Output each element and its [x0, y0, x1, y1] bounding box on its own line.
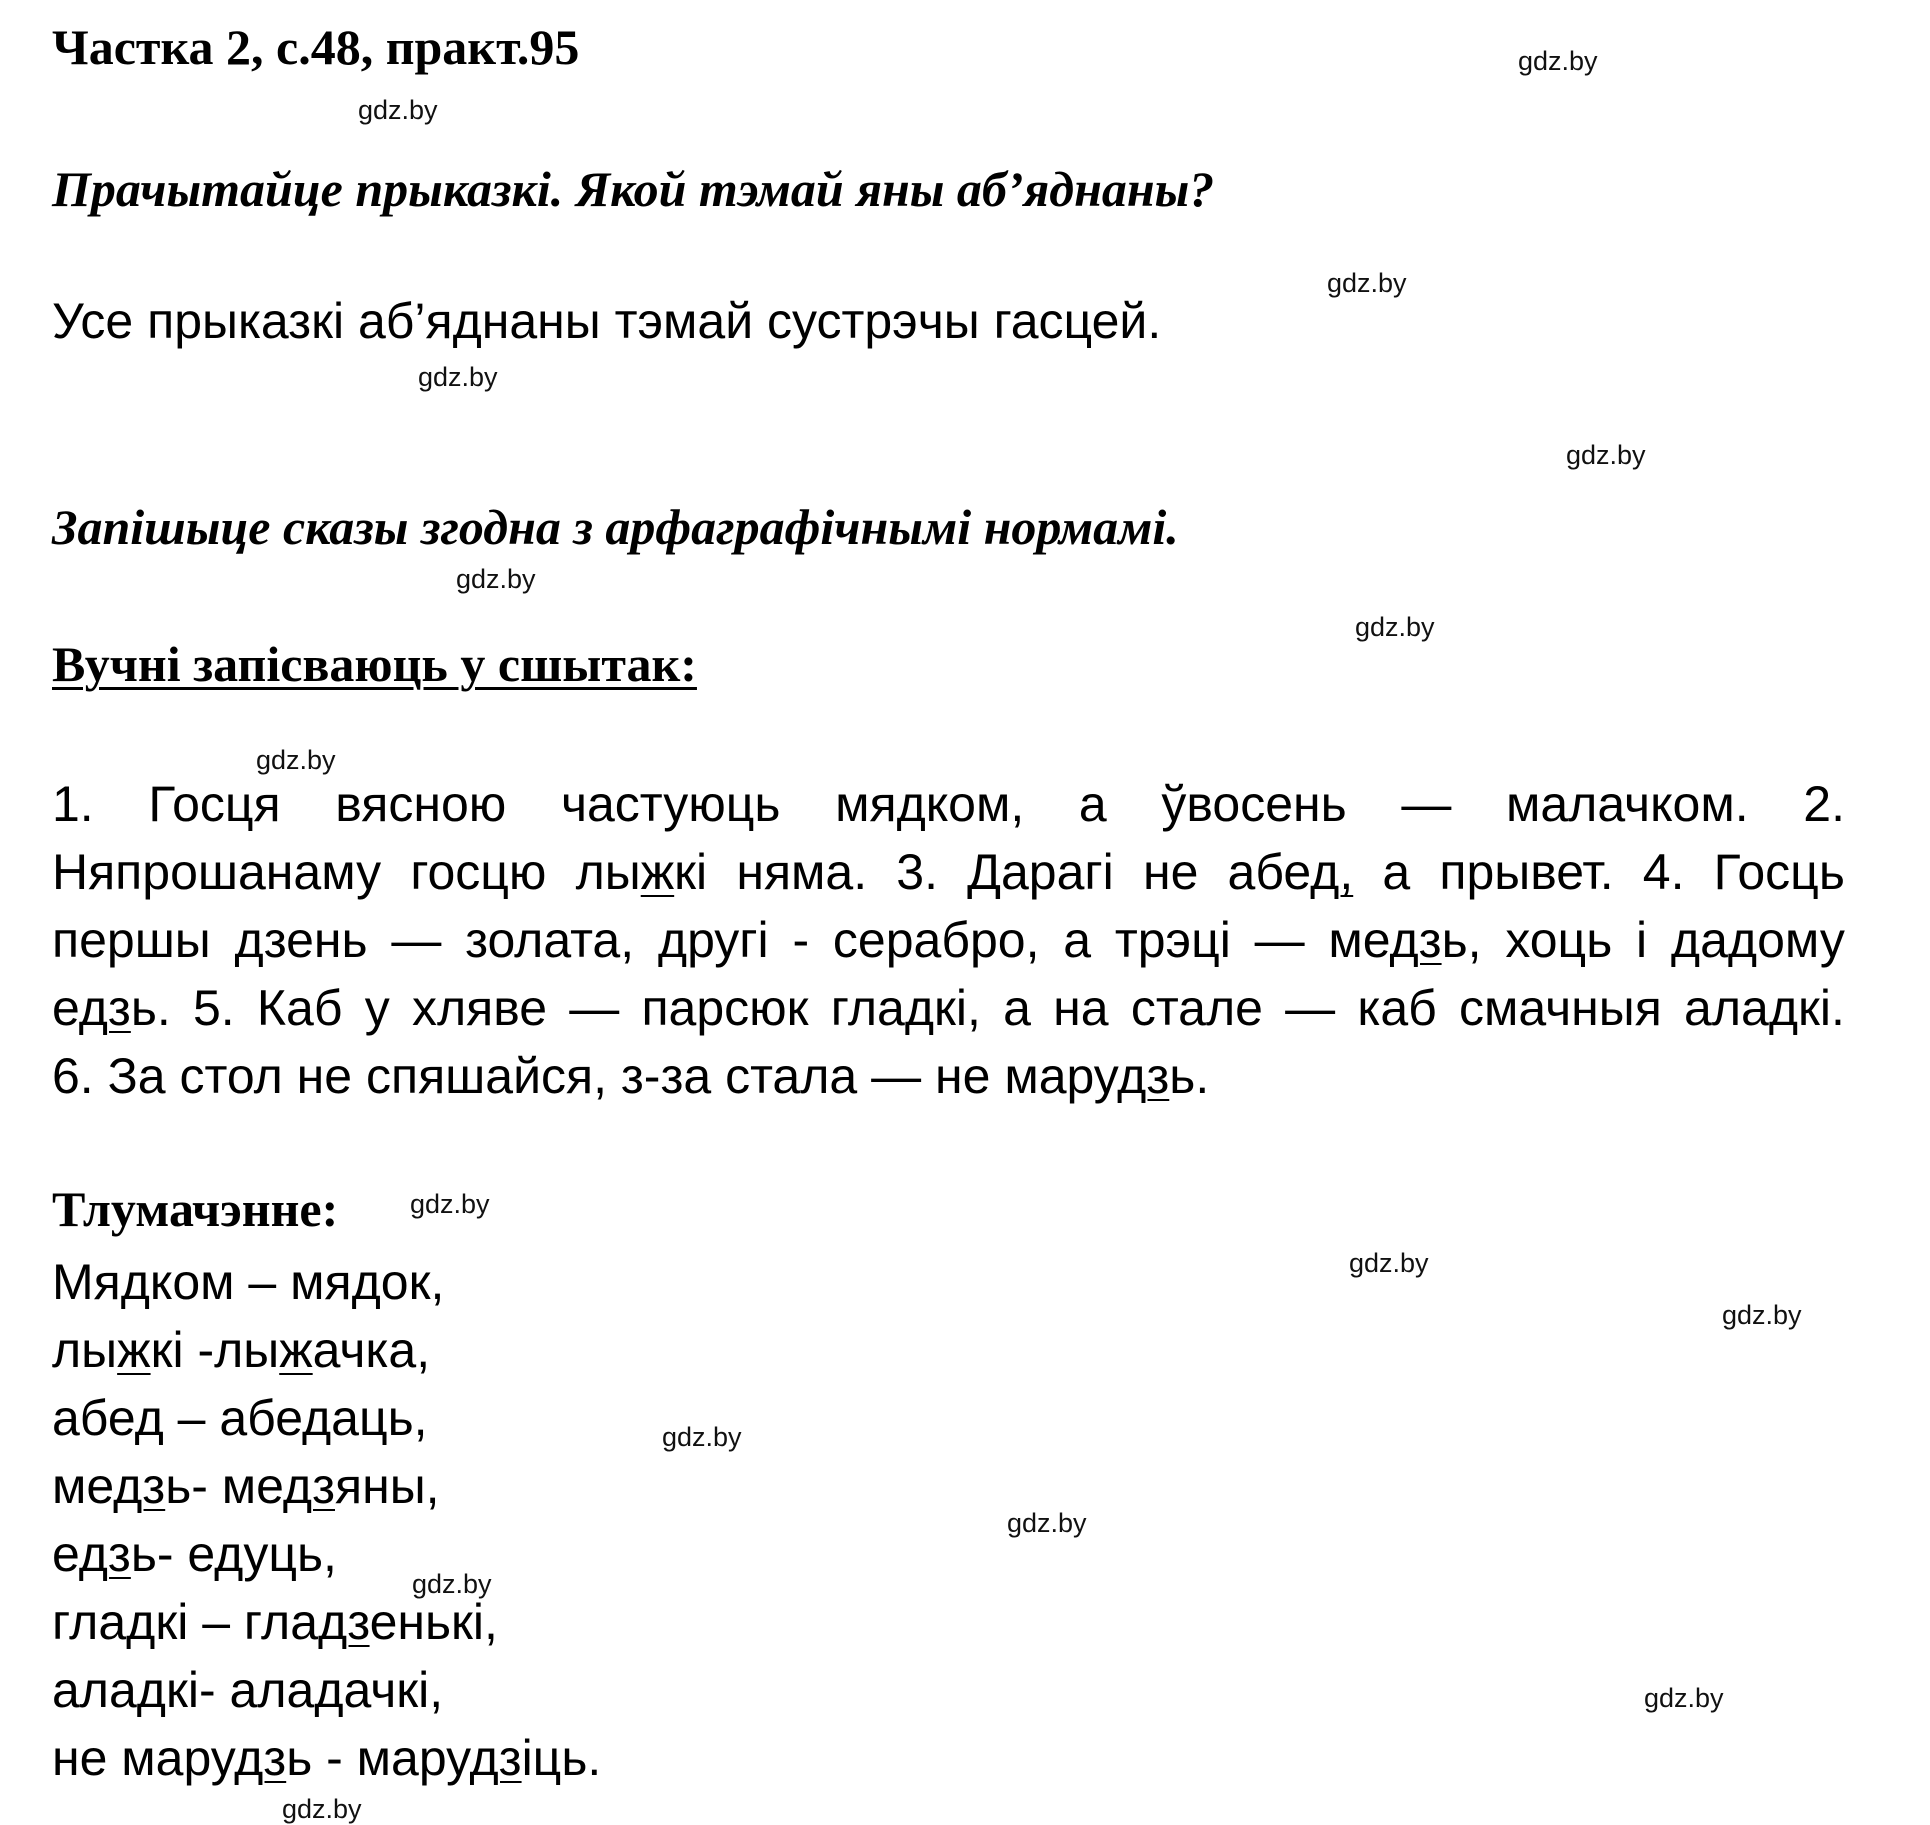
task-prompt-read-proverbs: Прачытайце прыказкі. Якой тэмай яны аб’яднаны?	[52, 161, 1215, 217]
word: Няпрошанаму	[52, 844, 382, 900]
word: —	[1401, 776, 1452, 832]
word	[1004, 1048, 1209, 1104]
text-fragment: кі- ала	[165, 1662, 315, 1718]
word: трэці	[1114, 912, 1231, 968]
underlined-letter: д	[904, 980, 935, 1036]
text-fragment: мя	[835, 776, 897, 832]
text-fragment: кі	[674, 844, 708, 900]
word: -	[792, 912, 810, 968]
word: 6.	[52, 1048, 94, 1104]
word: а	[1063, 912, 1092, 968]
word	[831, 974, 981, 1042]
underlined-letter: дз	[78, 980, 131, 1036]
watermark-text: gdz.by	[662, 1422, 742, 1452]
word: першы	[52, 912, 211, 968]
text-fragment: енькі,	[369, 1594, 498, 1650]
word: 5.	[193, 980, 235, 1036]
watermark-text: gdz.by	[282, 1794, 362, 1824]
text-fragment: аць,	[331, 1390, 428, 1446]
text-fragment: лы	[575, 844, 641, 900]
word: —	[871, 1048, 922, 1104]
text-fragment: ме	[52, 1458, 114, 1514]
text-fragment: гла	[52, 1594, 127, 1650]
text-fragment: абе	[1227, 844, 1311, 900]
watermark-text: gdz.by	[1566, 440, 1646, 470]
watermark-text: gdz.by	[1722, 1300, 1802, 1330]
proverb-sentences	[52, 770, 1845, 1110]
underlined-letter: ж	[640, 844, 675, 900]
sentence-line	[52, 1042, 1845, 1110]
text-fragment: іць.	[521, 1730, 602, 1786]
explanation-item	[52, 1248, 601, 1316]
word	[1684, 974, 1845, 1042]
text-fragment: ь - мару	[286, 1730, 470, 1786]
sentence-line	[52, 906, 1845, 974]
word: у	[364, 980, 390, 1036]
word: смачныя	[1459, 980, 1662, 1036]
watermark-text: gdz.by	[1007, 1508, 1087, 1538]
text-fragment: не мару	[52, 1730, 235, 1786]
word	[835, 770, 1024, 838]
word: Госця	[148, 776, 281, 832]
word: —	[1254, 912, 1305, 968]
watermark-text: gdz.by	[1644, 1683, 1724, 1713]
text-fragment: ь- е	[130, 1526, 215, 1582]
text-fragment: ь,	[1441, 912, 1482, 968]
text-fragment: ачкі,	[343, 1662, 444, 1718]
text-fragment: ме	[1328, 912, 1390, 968]
sentence-line	[52, 770, 1845, 838]
word: Госць	[1713, 844, 1845, 900]
word	[1328, 906, 1481, 974]
word: не	[1142, 844, 1199, 900]
word: 1.	[52, 776, 94, 832]
watermark-text: gdz.by	[412, 1569, 492, 1599]
underlined-letter: д	[120, 1254, 150, 1310]
word: дадому	[1670, 912, 1845, 968]
watermark-text: gdz.by	[1327, 268, 1407, 298]
word: За	[107, 1048, 166, 1104]
text-fragment: е	[52, 1526, 79, 1582]
watermark-text: gdz.by	[358, 95, 438, 125]
underlined-letter: дз	[282, 1458, 335, 1514]
text-fragment: уць,	[243, 1526, 337, 1582]
text-fragment: ь- ме	[165, 1458, 283, 1514]
word: 4.	[1642, 844, 1685, 900]
text-fragment: ком – мя	[149, 1254, 352, 1310]
text-fragment: абе	[52, 1390, 135, 1446]
text-fragment: ком,	[925, 776, 1025, 832]
word: стале	[1130, 980, 1263, 1036]
word: на	[1053, 980, 1109, 1036]
watermark-text: gdz.by	[456, 564, 536, 594]
text-fragment: гла	[830, 980, 905, 1036]
text-fragment: ачка,	[312, 1322, 431, 1378]
word: золата,	[465, 912, 635, 968]
word: парсюк	[641, 980, 809, 1036]
underlined-letter: д,	[1310, 844, 1354, 900]
word: частуюць	[560, 776, 781, 832]
word	[1228, 838, 1354, 906]
word: з-за	[620, 1048, 712, 1104]
watermark-text: gdz.by	[1355, 612, 1435, 642]
word: няма.	[736, 844, 868, 900]
underlined-letter: д	[136, 1662, 166, 1718]
underlined-letter: д	[1768, 980, 1798, 1036]
watermark-text: gdz.by	[410, 1189, 490, 1219]
word: серабро,	[832, 912, 1040, 968]
word: малачком.	[1505, 776, 1749, 832]
explanation-heading: Тлумачэнне:	[52, 1181, 339, 1237]
underlined-letter: дз	[234, 1730, 287, 1786]
text-fragment: кі – гла	[155, 1594, 319, 1650]
word: каб	[1357, 980, 1437, 1036]
word: ўвосень	[1161, 776, 1347, 832]
explanation-item	[52, 1656, 601, 1724]
word: Каб	[256, 980, 343, 1036]
page-title: Частка 2, с.48, практ.95	[52, 19, 580, 75]
text-fragment: кі.	[1798, 980, 1845, 1036]
word: хляве	[411, 980, 547, 1036]
word: —	[569, 980, 620, 1036]
underlined-letter: дз	[1117, 1048, 1170, 1104]
word: стала	[725, 1048, 858, 1104]
explanation-item	[52, 1520, 601, 1588]
underlined-letter: дз	[1389, 912, 1442, 968]
word: а	[1382, 844, 1411, 900]
underlined-letter: дз	[78, 1526, 131, 1582]
word: вясною	[335, 776, 507, 832]
word: спяшайся,	[366, 1048, 607, 1104]
text-fragment: Мя	[52, 1254, 121, 1310]
underlined-letter: д	[314, 1662, 344, 1718]
word	[52, 974, 171, 1042]
word: —	[391, 912, 442, 968]
word: госцю	[410, 844, 547, 900]
sentence-line	[52, 974, 1845, 1042]
word: 2.	[1803, 776, 1845, 832]
watermark-text: gdz.by	[1349, 1248, 1429, 1278]
underlined-letter: д	[214, 1526, 244, 1582]
text-fragment: лы	[52, 1322, 118, 1378]
word: Дарагі	[967, 844, 1114, 900]
underlined-letter: д	[896, 776, 926, 832]
underlined-letter: д	[134, 1390, 164, 1446]
task-prompt-write-sentences: Запішыце сказы згодна з арфаграфічнымі нормамі.	[52, 499, 1179, 555]
explanation-item	[52, 1316, 601, 1384]
underlined-letter: ж	[279, 1322, 313, 1378]
underlined-letter: д	[301, 1390, 332, 1446]
text-fragment: ь.	[130, 980, 171, 1036]
explanation-list	[52, 1248, 601, 1792]
word: стол	[179, 1048, 283, 1104]
word: а	[1003, 980, 1031, 1036]
text-fragment: ала	[1684, 980, 1769, 1036]
text-fragment: мару	[1004, 1048, 1118, 1104]
text-fragment: ь.	[1169, 1048, 1210, 1104]
word: не	[296, 1048, 353, 1104]
explanation-item	[52, 1452, 601, 1520]
watermark-text: gdz.by	[256, 745, 336, 775]
word: дзень	[234, 912, 368, 968]
word: —	[1285, 980, 1336, 1036]
underlined-letter: дз	[318, 1594, 370, 1650]
watermark-text: gdz.by	[418, 362, 498, 392]
explanation-item	[52, 1724, 601, 1792]
explanation-item	[52, 1384, 601, 1452]
text-fragment: ок,	[380, 1254, 445, 1310]
explanation-item	[52, 1588, 601, 1656]
sentence-line	[52, 838, 1845, 906]
text-fragment: яны,	[335, 1458, 440, 1514]
word	[576, 838, 708, 906]
underlined-letter: дз	[113, 1458, 166, 1514]
notebook-heading: Вучні запісваюць у сшытак:	[52, 636, 697, 692]
word: 3.	[896, 844, 938, 900]
word: а	[1078, 776, 1107, 832]
word: не	[935, 1048, 991, 1104]
underlined-letter: ж	[117, 1322, 151, 1378]
underlined-letter: д	[126, 1594, 156, 1650]
underlined-letter: д	[351, 1254, 381, 1310]
word: прывет.	[1439, 844, 1614, 900]
underlined-letter: дз	[469, 1730, 522, 1786]
task-answer-theme: Усе прыказкі аб’яднаны тэмай сустрэчы гасцей.	[52, 293, 1162, 349]
text-fragment: кі -лы	[150, 1322, 280, 1378]
text-fragment: кі,	[934, 980, 981, 1036]
word: другі	[657, 912, 769, 968]
text-fragment: ала	[52, 1662, 137, 1718]
watermark-text: gdz.by	[1518, 46, 1598, 76]
text-fragment: е	[52, 980, 79, 1036]
text-fragment: – абе	[163, 1390, 302, 1446]
word: хоць	[1505, 912, 1613, 968]
word: і	[1636, 912, 1648, 968]
